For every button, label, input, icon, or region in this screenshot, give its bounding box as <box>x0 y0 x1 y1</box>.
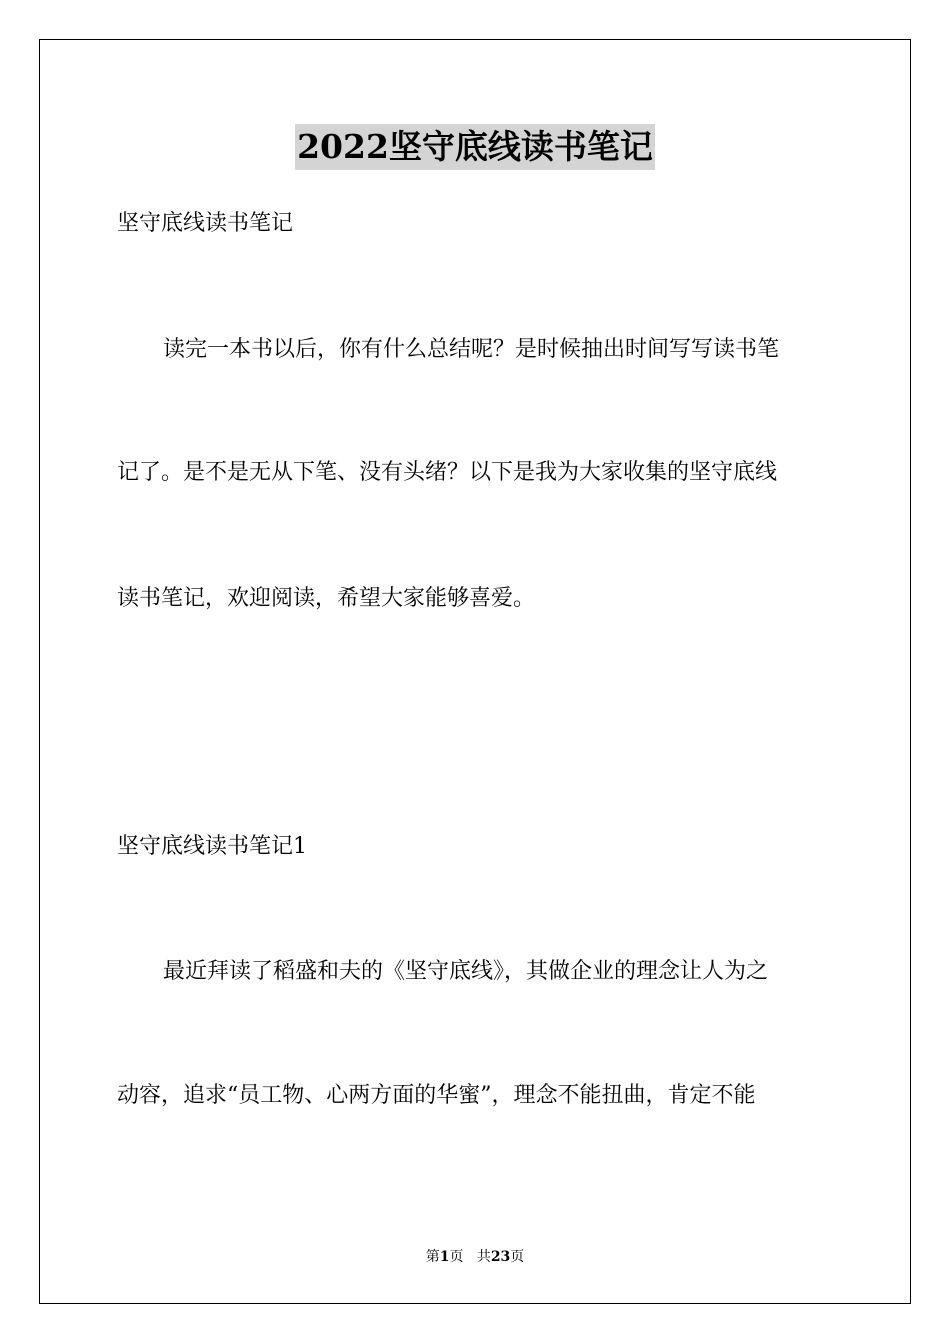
footer-page-suffix: 页 <box>449 1249 464 1265</box>
intro-line-1: 读完一本书以后，你有什么总结呢？是时候抽出时间写写读书笔 <box>163 337 780 362</box>
section-heading: 坚守底线读书笔记1 <box>117 834 307 859</box>
footer-total-suffix: 页 <box>510 1249 525 1265</box>
subtitle: 坚守底线读书笔记 <box>117 211 294 236</box>
section-line-2: 动容，追求“员工物、心两方面的华蜜”，理念不能扭曲，肯定不能 <box>117 1083 756 1108</box>
document-title: 2022坚守底线读书笔记 <box>295 124 655 170</box>
title-container <box>0 124 950 170</box>
section-line-1: 最近拜读了稻盛和夫的《坚守底线》，其做企业的理念让人为之 <box>163 959 769 984</box>
footer-total-pages: 23 <box>490 1249 511 1265</box>
footer-page-prefix: 第 <box>425 1249 440 1265</box>
page-footer <box>0 1248 950 1266</box>
intro-line-2: 记了。是不是无从下笔、没有头绪？以下是我为大家收集的坚守底线 <box>117 460 778 485</box>
footer-page-number: 1 <box>439 1249 450 1265</box>
intro-line-3: 读书笔记，欢迎阅读，希望大家能够喜爱。 <box>117 586 536 611</box>
footer-total-prefix: 共 <box>476 1249 491 1265</box>
